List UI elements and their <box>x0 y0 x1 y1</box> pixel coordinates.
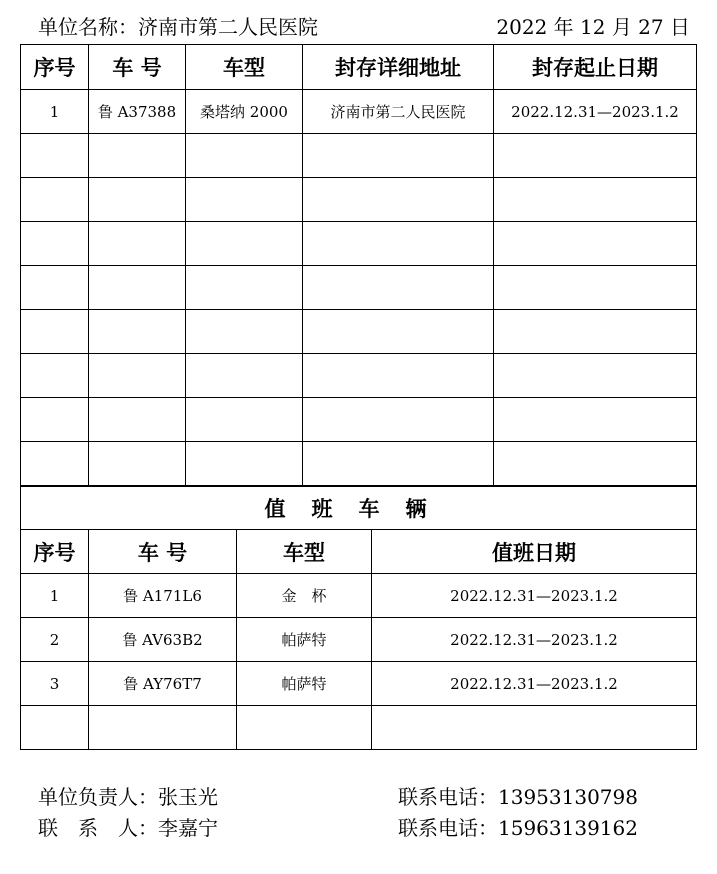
table-row <box>21 266 697 310</box>
header-serial: 序号 <box>21 45 89 90</box>
table-row <box>21 398 697 442</box>
header-model: 车型 <box>237 530 372 574</box>
table-row <box>21 618 697 662</box>
cell-model <box>186 398 303 442</box>
duty-section-title-row <box>21 487 697 530</box>
phone-number-1: 联系电话：13953130798 <box>398 785 638 809</box>
cell-serial: 2 <box>21 618 89 662</box>
cell-model <box>186 354 303 398</box>
cell-model <box>186 222 303 266</box>
cell-seal-dates <box>494 266 697 310</box>
table-row <box>21 442 697 486</box>
document-date: 2022 年 12 月 27 日 <box>496 15 690 39</box>
cell-seal-dates <box>494 354 697 398</box>
responsible-person: 单位负责人：张玉光 <box>38 785 218 809</box>
phone-number-2: 联系电话：15963139162 <box>398 816 638 840</box>
cell-duty-dates <box>372 706 697 750</box>
table-row <box>21 574 697 618</box>
cell-address <box>303 178 494 222</box>
header-seal-dates: 封存起止日期 <box>494 45 697 90</box>
cell-address <box>303 310 494 354</box>
cell-model: 金 杯 <box>237 574 372 618</box>
table-row <box>21 222 697 266</box>
cell-plate <box>89 442 186 486</box>
cell-seal-dates <box>494 310 697 354</box>
cell-serial: 3 <box>21 662 89 706</box>
contact-person: 联 系 人：李嘉宁 <box>38 816 218 840</box>
cell-model <box>186 178 303 222</box>
cell-seal-dates: 2022.12.31—2023.1.2 <box>494 90 697 134</box>
cell-duty-dates: 2022.12.31—2023.1.2 <box>372 662 697 706</box>
cell-seal-dates <box>494 398 697 442</box>
cell-plate <box>89 222 186 266</box>
cell-serial <box>21 706 89 750</box>
cell-model: 帕萨特 <box>237 662 372 706</box>
cell-address <box>303 354 494 398</box>
cell-serial <box>21 442 89 486</box>
cell-model: 帕萨特 <box>237 618 372 662</box>
duty-header-row <box>21 530 697 574</box>
duty-vehicles-table <box>20 486 697 750</box>
cell-model <box>237 706 372 750</box>
cell-model <box>186 442 303 486</box>
cell-model <box>186 310 303 354</box>
cell-model: 桑塔纳 2000 <box>186 90 303 134</box>
duty-section-title: 值班车辆 <box>21 487 697 530</box>
cell-plate <box>89 354 186 398</box>
cell-serial: 1 <box>21 574 89 618</box>
cell-duty-dates: 2022.12.31—2023.1.2 <box>372 574 697 618</box>
cell-serial <box>21 398 89 442</box>
sealed-header-row <box>21 45 697 90</box>
footer-row-contact <box>38 813 678 843</box>
cell-address <box>303 398 494 442</box>
cell-model <box>186 134 303 178</box>
cell-serial <box>21 134 89 178</box>
cell-serial <box>21 266 89 310</box>
cell-address <box>303 134 494 178</box>
header-plate: 车 号 <box>89 45 186 90</box>
header-plate: 车 号 <box>89 530 237 574</box>
cell-plate <box>89 398 186 442</box>
cell-address <box>303 442 494 486</box>
cell-serial <box>21 222 89 266</box>
cell-address <box>303 222 494 266</box>
header-address: 封存详细地址 <box>303 45 494 90</box>
cell-seal-dates <box>494 442 697 486</box>
cell-seal-dates <box>494 178 697 222</box>
table-row <box>21 90 697 134</box>
table-row <box>21 662 697 706</box>
cell-plate: 鲁 AV63B2 <box>89 618 237 662</box>
table-row <box>21 706 697 750</box>
cell-plate: 鲁 A37388 <box>89 90 186 134</box>
cell-model <box>186 266 303 310</box>
cell-plate <box>89 706 237 750</box>
cell-seal-dates <box>494 134 697 178</box>
cell-serial <box>21 310 89 354</box>
table-row <box>21 310 697 354</box>
cell-plate <box>89 178 186 222</box>
cell-address <box>303 266 494 310</box>
cell-serial <box>21 178 89 222</box>
cell-plate: 鲁 AY76T7 <box>89 662 237 706</box>
cell-serial <box>21 354 89 398</box>
document-header <box>20 12 696 42</box>
cell-plate: 鲁 A171L6 <box>89 574 237 618</box>
cell-serial: 1 <box>21 90 89 134</box>
cell-address: 济南市第二人民医院 <box>303 90 494 134</box>
unit-name: 单位名称：济南市第二人民医院 <box>38 15 318 39</box>
table-row <box>21 354 697 398</box>
table-row <box>21 178 697 222</box>
table-row <box>21 134 697 178</box>
cell-plate <box>89 310 186 354</box>
footer-row-responsible <box>38 782 678 812</box>
header-model: 车型 <box>186 45 303 90</box>
cell-plate <box>89 266 186 310</box>
cell-duty-dates: 2022.12.31—2023.1.2 <box>372 618 697 662</box>
header-serial: 序号 <box>21 530 89 574</box>
cell-plate <box>89 134 186 178</box>
cell-seal-dates <box>494 222 697 266</box>
header-duty-dates: 值班日期 <box>372 530 697 574</box>
sealed-vehicles-table <box>20 44 697 486</box>
